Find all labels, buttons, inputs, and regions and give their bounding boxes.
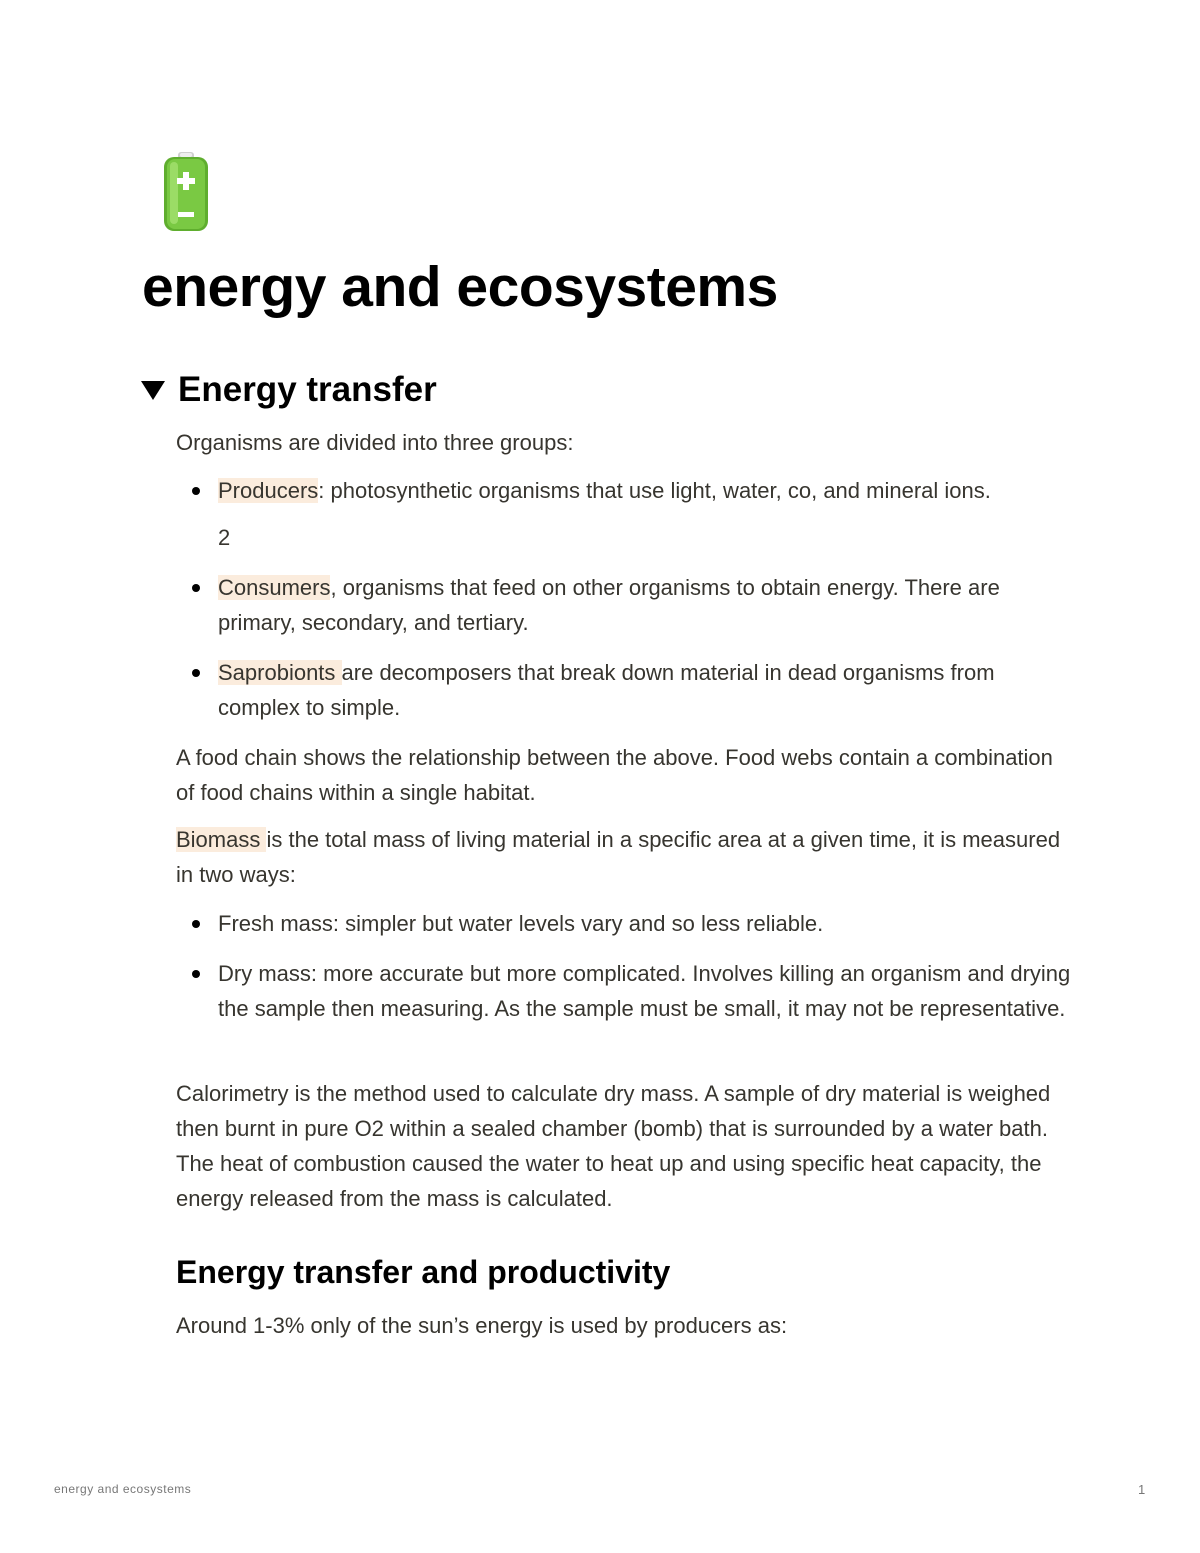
- highlighted-term: Biomass: [176, 827, 267, 852]
- intro-paragraph: Organisms are divided into three groups:: [176, 430, 574, 455]
- list-item-fresh-mass: Fresh mass: simpler but water levels vary and so less reliable.: [218, 911, 824, 936]
- list-item-producers: [218, 473, 1078, 508]
- biomass-text: is the total mass of living material in a specific area at a given time, it is measured in two ways:: [176, 827, 1061, 887]
- toggle-triangle-icon[interactable]: [140, 379, 166, 401]
- bullet-dot: [192, 584, 200, 592]
- footer-page-number: 1: [1138, 1482, 1146, 1497]
- section-heading-productivity: Energy transfer and productivity: [176, 1254, 671, 1290]
- list-item-text: : photosynthetic organisms that use light, water, co, and mineral ions.: [318, 478, 991, 503]
- page-title: energy and ecosystems: [142, 255, 778, 319]
- toggle-heading-energy-transfer[interactable]: [140, 368, 437, 412]
- battery-icon: [160, 150, 212, 234]
- highlighted-term: Saprobionts: [218, 660, 342, 685]
- footer-document-name: energy and ecosystems: [54, 1482, 192, 1496]
- bullet-dot: [192, 487, 200, 495]
- list-item-text: are decomposers that break down material in dead organisms from complex to simple.: [218, 660, 995, 720]
- toggle-heading-label: Energy transfer: [178, 370, 437, 409]
- list-item-saprobionts: [218, 655, 1078, 725]
- food-chain-paragraph: A food chain shows the relationship between the above. Food webs contain a combination of food chains within a single habitat.: [176, 745, 1053, 805]
- subscript-digit: 2: [218, 525, 231, 550]
- bullet-dot: [192, 920, 200, 928]
- list-item-consumers: [218, 570, 1078, 640]
- productivity-paragraph: Around 1-3% only of the sun’s energy is used by producers as:: [176, 1313, 788, 1338]
- list-item-text: , organisms that feed on other organisms to obtain energy. There are primary, secondary, and tertiary.: [218, 575, 1000, 635]
- bullet-dot: [192, 970, 200, 978]
- highlighted-term: Consumers: [218, 575, 331, 600]
- highlighted-term: Producers: [218, 478, 319, 503]
- biomass-paragraph: [176, 822, 1076, 892]
- calorimetry-paragraph: Calorimetry is the method used to calculate dry mass. A sample of dry material is weighed then burnt in pure O2 within a sealed chamber (bomb) that is surrounded by a water bath. The heat of combustion caused the water to heat up and using specific heat capacity, the energy released from the mass is calculated.: [176, 1081, 1051, 1211]
- bullet-dot: [192, 669, 200, 677]
- list-item-dry-mass: Dry mass: more accurate but more complicated. Involves killing an organism and drying the sample then measuring. As the sample must be small, it may not be representative.: [218, 961, 1071, 1021]
